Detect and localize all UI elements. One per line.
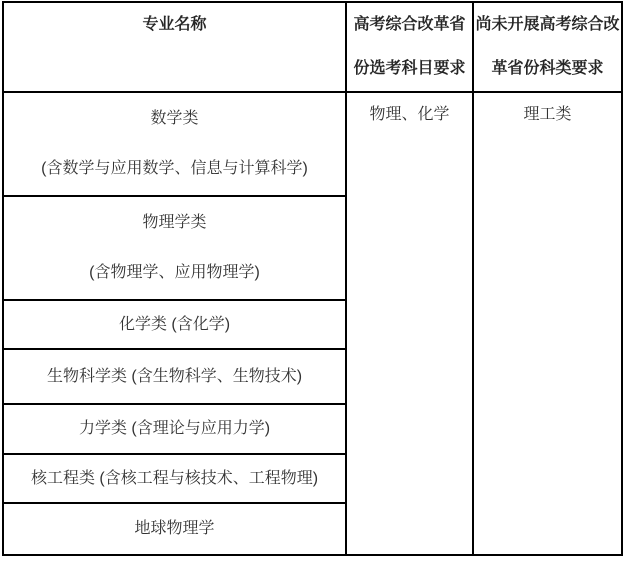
major-cell-mechanics bbox=[3, 404, 346, 454]
major-name: 生物科学类 (含生物科学、生物技术) bbox=[46, 367, 303, 385]
major-name: 物理学类 bbox=[142, 214, 207, 231]
major-cell-physics bbox=[3, 196, 346, 300]
header-non-reform-line2: 革省份科类要求 bbox=[491, 60, 604, 77]
major-cell-biological-science bbox=[3, 349, 346, 404]
header-non-reform-line1: 尚未开展高考综合改 bbox=[475, 16, 620, 33]
major-name: 地球物理学 bbox=[134, 520, 215, 537]
major-name: 化学类 (含化学) bbox=[118, 315, 231, 333]
table-row-mathematics bbox=[3, 92, 622, 196]
major-cell-nuclear-engineering bbox=[3, 454, 346, 503]
reform-subjects-cell bbox=[346, 92, 473, 555]
major-name: 力学类 (含理论与应用力学) bbox=[78, 420, 271, 437]
major-cell-geophysics bbox=[3, 503, 346, 555]
non-reform-category-cell bbox=[473, 92, 622, 555]
majors-requirements-table bbox=[2, 1, 623, 556]
reform-subjects-value: 物理、化学 bbox=[369, 106, 450, 123]
header-major-name-label: 专业名称 bbox=[142, 16, 207, 33]
header-major-name bbox=[3, 2, 346, 92]
non-reform-category-value: 理工类 bbox=[523, 106, 572, 123]
header-non-reform-province-category bbox=[473, 2, 622, 92]
major-detail: (含数学与应用数学、信息与计算科学) bbox=[41, 160, 308, 177]
header-row bbox=[3, 2, 622, 92]
header-reform-line1: 高考综合改革省 bbox=[353, 16, 466, 33]
major-detail: (含物理学、应用物理学) bbox=[89, 264, 260, 281]
header-reform-line2: 份选考科目要求 bbox=[353, 60, 466, 77]
major-name: 核工程类 (含核工程与核技术、工程物理) bbox=[30, 469, 319, 487]
major-cell-mathematics bbox=[3, 92, 346, 196]
major-cell-chemistry bbox=[3, 300, 346, 349]
header-reform-province-subjects bbox=[346, 2, 473, 92]
major-name: 数学类 bbox=[150, 110, 199, 127]
